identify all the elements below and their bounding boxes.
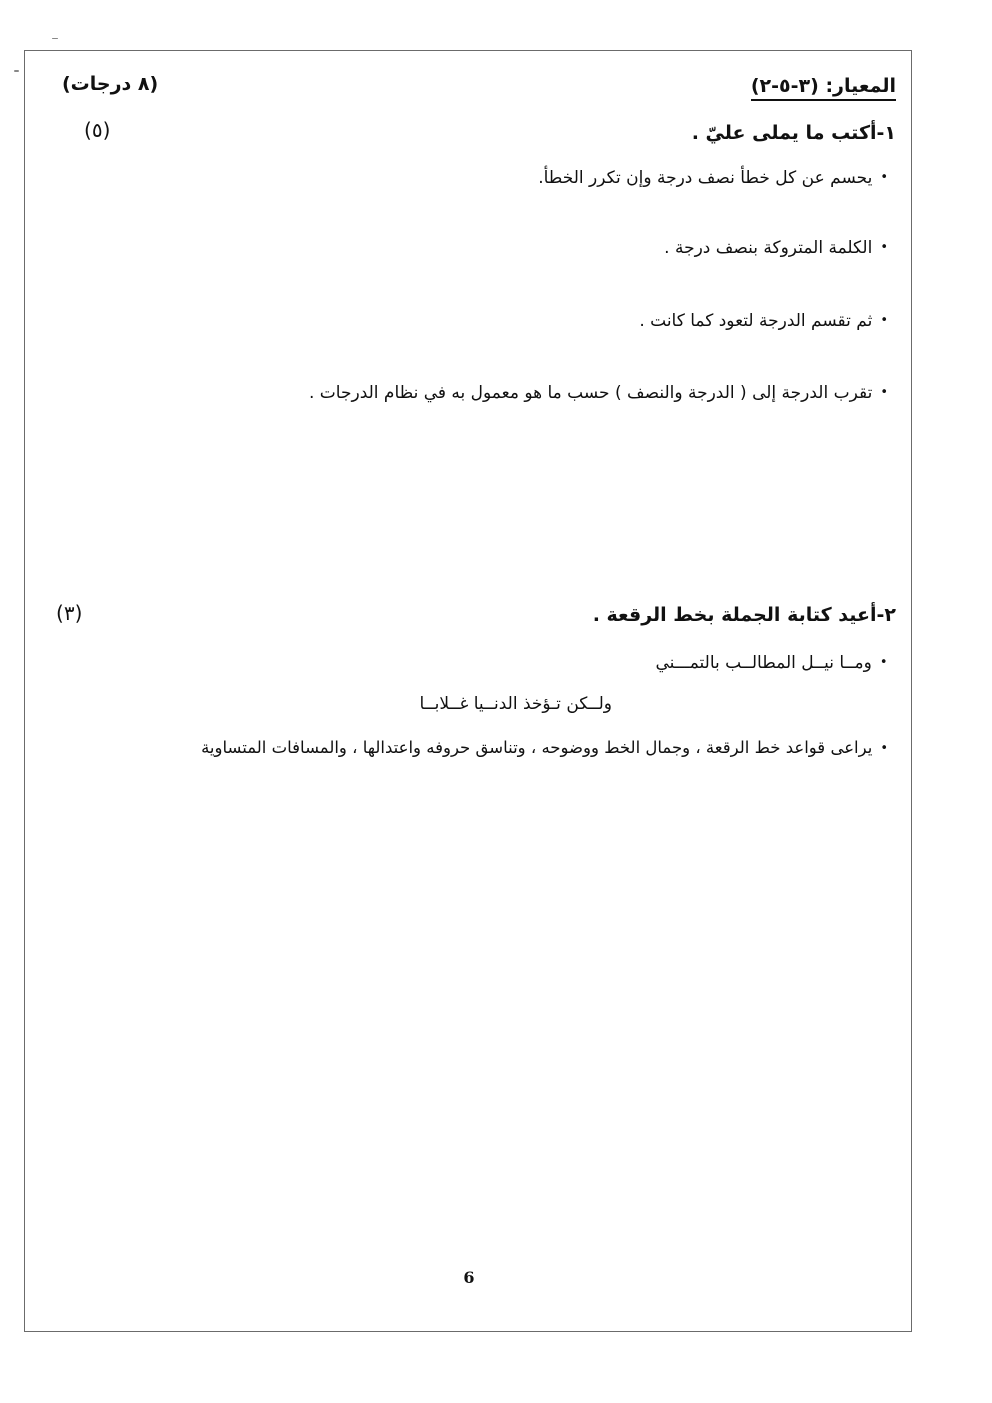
page-number: 6 bbox=[463, 1268, 475, 1287]
question-2-marks: (٣) bbox=[56, 601, 83, 625]
bullet-icon: • bbox=[880, 240, 888, 255]
bullet-text: يحسم عن كل خطأ نصف درجة وإن تكرر الخطأ. bbox=[538, 168, 873, 188]
bullet-icon: • bbox=[880, 313, 888, 328]
bullet-text: ثم تقسم الدرجة لتعود كما كانت . bbox=[639, 311, 873, 331]
question-1-marks: (٥) bbox=[84, 118, 111, 142]
scan-speck bbox=[14, 70, 19, 72]
verse-text: ومــا نيــل المطالــب بالتمـــني bbox=[655, 653, 872, 673]
verse-line-1 bbox=[655, 651, 888, 675]
verse-line-2: ولــكن تـؤخذ الدنــيا غــلابــا bbox=[419, 694, 612, 714]
question-1-bullet bbox=[309, 381, 888, 405]
bullet-text: الكلمة المتروكة بنصف درجة . bbox=[664, 238, 873, 258]
total-marks: (٨ درجات) bbox=[62, 73, 159, 95]
question-1-bullet bbox=[538, 166, 888, 190]
question-2-title: ٢-أعيد كتابة الجملة بخط الرقعة . bbox=[592, 604, 896, 626]
criterion-heading: المعيار: (٣-٥-٢) bbox=[751, 74, 896, 101]
bullet-text: تقرب الدرجة إلى ( الدرجة والنصف ) حسب ما هو معمول به في نظام الدرجات . bbox=[308, 383, 873, 403]
note-text: يراعى قواعد خط الرقعة ، وجمال الخط ووضوحه ، وتناسق حروفه واعتدالها ، والمسافات المتساوية bbox=[201, 738, 873, 757]
bullet-icon: • bbox=[880, 170, 888, 185]
question-1-title: ١-أكتب ما يملى عليّ . bbox=[691, 122, 896, 144]
scan-speck bbox=[52, 38, 58, 39]
question-1-bullet bbox=[664, 236, 888, 260]
bullet-icon: • bbox=[880, 740, 888, 756]
question-1-bullet bbox=[639, 309, 888, 333]
question-2-note bbox=[201, 736, 888, 761]
bullet-icon: • bbox=[879, 655, 888, 670]
bullet-icon: • bbox=[880, 385, 888, 400]
